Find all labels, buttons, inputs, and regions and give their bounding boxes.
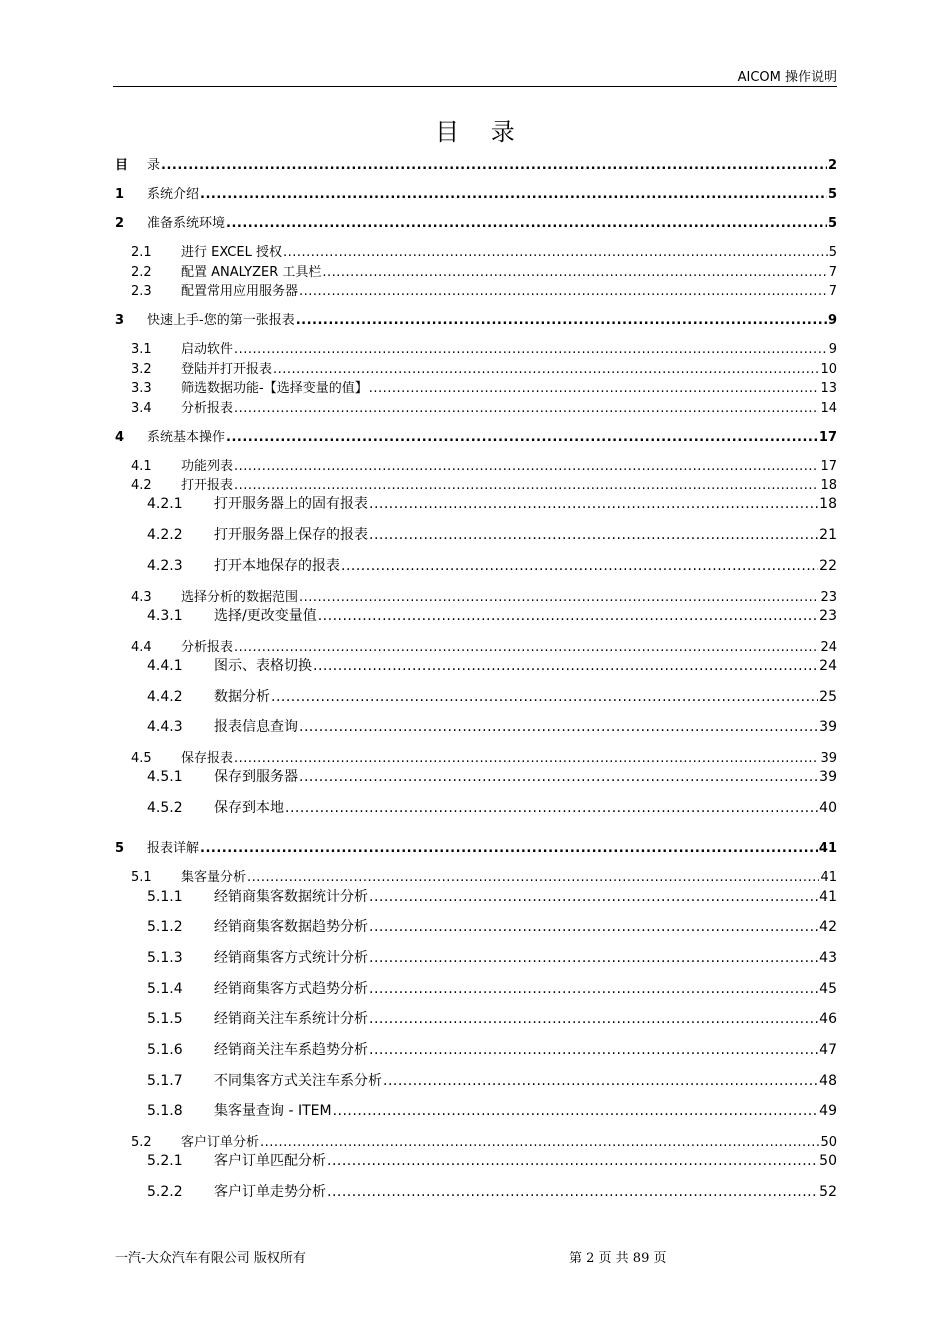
toc-entry-page: 14 [820,401,837,416]
toc-leader-dots [234,640,819,655]
toc-entry-page: 9 [828,342,837,357]
toc-entry[interactable] [115,154,837,173]
toc-entry[interactable] [147,655,837,675]
toc-entry-title[interactable]: 分析报表 [181,401,234,416]
toc-entry-title[interactable]: 保存到服务器 [214,769,298,785]
toc-entry-page: 48 [819,1073,837,1089]
toc-entry[interactable] [131,586,837,605]
footer-copyright: 一汽-大众汽车有限公司 版权所有 [115,1251,306,1266]
toc-entry-number: 4.3.1 [147,608,183,624]
toc-entry-number: 5.2 [131,1135,152,1150]
toc-leader-dots [383,1073,818,1089]
toc-leader-dots [200,187,827,202]
toc-entry-page: 18 [820,478,837,493]
toc-entry[interactable] [147,716,837,736]
toc-leader-dots [327,1184,818,1200]
toc-entry[interactable] [131,280,837,299]
toc-entry-title[interactable]: 配置常用应用服务器 [181,284,299,299]
toc-entry[interactable] [131,358,837,377]
toc-entry-title[interactable]: 客户订单走势分析 [214,1184,326,1200]
toc-entry-number: 4.2 [131,478,152,493]
toc-entry[interactable] [147,686,837,706]
toc-entry[interactable] [147,766,837,786]
toc-entry-number: 4.2.1 [147,496,183,512]
toc-entry-title[interactable]: 打开服务器上保存的报表 [214,527,368,543]
toc-entry-number: 3.2 [131,362,152,377]
toc-leader-dots [333,1103,819,1119]
toc-entry-number: 5.1.6 [147,1042,183,1058]
toc-entry-title[interactable]: 报表详解 [147,841,200,856]
toc-entry-number: 4.5 [131,751,152,766]
toc-entry-page: 24 [819,658,837,674]
header-text: AICOM 操作说明 [737,70,837,85]
toc-entry[interactable] [131,747,837,766]
toc-entry-title[interactable]: 经销商集客方式统计分析 [214,950,368,966]
toc-entry-page: 21 [819,527,837,543]
toc-entry-title[interactable]: 启动软件 [181,342,234,357]
toc-entry-title[interactable]: 经销商关注车系趋势分析 [214,1042,368,1058]
toc-leader-dots [271,689,818,705]
toc-entry-title[interactable]: 系统基本操作 [147,430,226,445]
toc-leader-dots [260,1135,819,1150]
toc-leader-dots [299,590,819,605]
toc-entry-number: 3.4 [131,401,152,416]
toc-entry-title[interactable]: 客户订单匹配分析 [214,1153,326,1169]
toc-entry-title[interactable]: 打开本地保存的报表 [214,558,340,574]
toc-entry[interactable] [131,241,837,260]
toc-leader-dots [369,381,820,396]
toc-entry-title[interactable]: 录 [147,158,161,173]
toc-entry[interactable] [131,455,837,474]
toc-entry-number: 3 [115,313,125,328]
toc-entry-title[interactable]: 进行 EXCEL 授权 [181,245,282,260]
toc-entry-number: 2.1 [131,245,152,260]
toc-entry[interactable] [131,397,837,416]
toc-leader-dots [234,478,819,493]
toc-entry[interactable] [131,866,837,885]
toc-entry-title[interactable]: 快速上手-您的第一张报表 [147,313,295,328]
toc-entry-title[interactable]: 系统介绍 [147,187,200,202]
toc-entry-title[interactable]: 保存报表 [181,751,234,766]
toc-entry-page: 5 [828,245,837,260]
toc-entry[interactable] [115,426,837,445]
toc-entry-number: 3.3 [131,381,152,396]
toc-entry-title[interactable]: 筛选数据功能-【选择变量的值】 [181,381,368,396]
toc-entry-title[interactable]: 功能列表 [181,459,234,474]
toc-leader-dots [234,459,819,474]
toc-entry-number: 5.1.4 [147,981,183,997]
toc-leader-dots [341,558,818,574]
toc-entry-title[interactable]: 数据分析 [214,689,270,705]
toc-entry[interactable] [147,886,837,906]
toc-entry-title[interactable]: 准备系统环境 [147,216,226,231]
toc-entry-number: 5.2.1 [147,1153,183,1169]
toc-entry-number: 4.2.2 [147,527,183,543]
toc-entry-title[interactable]: 保存到本地 [214,800,284,816]
toc-entry-number: 目 [115,158,129,173]
toc-entry-number: 5.1.8 [147,1103,183,1119]
toc-entry-number: 5.1.1 [147,889,183,905]
toc-entry[interactable] [115,837,837,856]
toc-entry-page: 5 [827,187,837,202]
toc-entry[interactable] [115,309,837,328]
toc-entry-page: 39 [819,769,837,785]
toc-entry-title[interactable]: 集客量分析 [181,870,247,885]
toc-entry-number: 5.1.7 [147,1073,183,1089]
toc-entry[interactable] [147,978,837,998]
toc-leader-dots [161,158,827,173]
toc-entry[interactable] [147,1008,837,1028]
toc-entry-page: 23 [819,608,837,624]
toc-leader-dots [299,284,828,299]
toc-entry-page: 22 [819,558,837,574]
toc-entry[interactable] [131,636,837,655]
toc-entry-number: 2.3 [131,284,152,299]
toc-entry-number: 4.1 [131,459,152,474]
toc-entry-title[interactable]: 经销商集客方式趋势分析 [214,981,368,997]
toc-leader-dots [285,800,818,816]
toc-leader-dots [234,401,819,416]
toc-entry-title[interactable]: 选择/更改变量值 [214,608,317,624]
toc-entry-number: 5.1 [131,870,152,885]
toc-entry-page: 45 [819,981,837,997]
toc-entry[interactable] [147,555,837,575]
toc-leader-dots [369,950,818,966]
toc-entry-number: 4.4.2 [147,689,183,705]
toc-entry-title[interactable]: 报表信息查询 [214,719,298,735]
toc-entry-number: 5 [115,841,125,856]
toc-leader-dots [283,245,828,260]
toc-entry-page: 50 [819,1153,837,1169]
toc-entry-page: 47 [819,1042,837,1058]
toc-entry-page: 46 [819,1011,837,1027]
toc-entry-title[interactable]: 图示、表格切换 [214,658,312,674]
toc-entry[interactable] [147,605,837,625]
toc-leader-dots [226,430,818,445]
toc-entry-title[interactable]: 打开服务器上的固有报表 [214,496,368,512]
toc-entry-number: 5.2.2 [147,1184,183,1200]
toc-entry-number: 1 [115,187,125,202]
toc-entry-page: 13 [820,381,837,396]
toc-entry-title[interactable]: 经销商关注车系统计分析 [214,1011,368,1027]
toc-leader-dots [299,719,818,735]
toc-entry-page: 41 [819,889,837,905]
toc-entry-title[interactable]: 经销商集客数据趋势分析 [214,919,368,935]
toc-entry[interactable] [147,1100,837,1120]
toc-leader-dots [322,265,827,280]
toc-entry-number: 4.4 [131,640,152,655]
toc-leader-dots [369,496,818,512]
toc-leader-dots [313,658,818,674]
toc-entry[interactable] [131,1131,837,1150]
toc-entry-title[interactable]: 登陆并打开报表 [181,362,273,377]
toc-leader-dots [369,919,818,935]
toc-leader-dots [296,313,827,328]
toc-entry-number: 4.4.1 [147,658,183,674]
toc-entry-number: 4.2.3 [147,558,183,574]
toc-entry-page: 17 [820,459,837,474]
toc-leader-dots [247,870,819,885]
toc-entry-page: 41 [818,841,837,856]
toc-entry-page: 43 [819,950,837,966]
toc-leader-dots [299,769,818,785]
toc-leader-dots [200,841,818,856]
toc-entry-page: 25 [819,689,837,705]
toc-leader-dots [369,889,818,905]
toc-entry-title[interactable]: 经销商集客数据统计分析 [214,889,368,905]
toc-entry-number: 4 [115,430,125,445]
toc-entry[interactable] [147,1070,837,1090]
toc-entry[interactable] [147,1150,837,1170]
toc-leader-dots [369,1011,818,1027]
toc-entry-number: 5.1.2 [147,919,183,935]
toc-entry-page: 39 [819,719,837,735]
toc-leader-dots [369,1042,818,1058]
toc-entry-page: 23 [820,590,837,605]
toc-entry-title[interactable]: 客户订单分析 [181,1135,260,1150]
toc-entry-number: 5.1.5 [147,1011,183,1027]
toc-leader-dots [327,1153,818,1169]
toc-leader-dots [369,527,818,543]
toc-entry-title[interactable]: 配置 ANALYZER 工具栏 [181,265,322,280]
footer-page-number: 第 2 页 共 89 页 [569,1251,667,1266]
toc-entry[interactable] [147,524,837,544]
toc-entry-number: 4.5.1 [147,769,183,785]
toc-entry-page: 18 [819,496,837,512]
toc-entry-number: 4.5.2 [147,800,183,816]
toc-entry-title[interactable]: 不同集客方式关注车系分析 [214,1073,382,1089]
toc-entry-number: 5.1.3 [147,950,183,966]
toc-entry[interactable] [115,212,837,231]
toc-entry-title[interactable]: 打开报表 [181,478,234,493]
toc-entry[interactable] [115,183,837,202]
toc-entry[interactable] [147,493,837,513]
toc-entry[interactable] [147,1181,837,1201]
toc-leader-dots [318,608,818,624]
toc-entry-number: 4.3 [131,590,152,605]
toc-entry-number: 3.1 [131,342,152,357]
toc-entry-page: 52 [819,1184,837,1200]
toc-leader-dots [273,362,819,377]
toc-title: 目 录 [435,118,527,146]
toc-entry-title[interactable]: 分析报表 [181,640,234,655]
toc-leader-dots [369,981,818,997]
toc-leader-dots [234,751,819,766]
toc-entry-title[interactable]: 集客量查询 - ITEM [214,1103,332,1119]
toc-entry-page: 7 [828,284,837,299]
toc-entry-title[interactable]: 选择分析的数据范围 [181,590,299,605]
toc-entry-page: 7 [828,265,837,280]
toc-entry[interactable] [131,261,837,280]
toc-entry-page: 49 [819,1103,837,1119]
toc-entry-page: 24 [820,640,837,655]
toc-entry-page: 39 [820,751,837,766]
toc-entry[interactable] [131,474,837,493]
toc-entry-page: 2 [827,158,837,173]
toc-entry[interactable] [147,1039,837,1059]
toc-entry-page: 17 [818,430,837,445]
toc-entry-page: 10 [820,362,837,377]
toc-entry[interactable] [131,377,837,396]
toc-entry-number: 4.4.3 [147,719,183,735]
toc-entry-page: 9 [827,313,837,328]
toc-leader-dots [234,342,828,357]
toc-entry[interactable] [147,947,837,967]
toc-entry-page: 40 [819,800,837,816]
toc-entry-page: 5 [827,216,837,231]
toc-entry-page: 42 [819,919,837,935]
toc-leader-dots [226,216,827,231]
toc-entry[interactable] [147,797,837,817]
toc-entry-page: 41 [820,870,837,885]
toc-entry[interactable] [131,338,837,357]
toc-entry-page: 50 [820,1135,837,1150]
toc-entry-number: 2 [115,216,125,231]
toc-entry-number: 2.2 [131,265,152,280]
toc-entry[interactable] [147,916,837,936]
